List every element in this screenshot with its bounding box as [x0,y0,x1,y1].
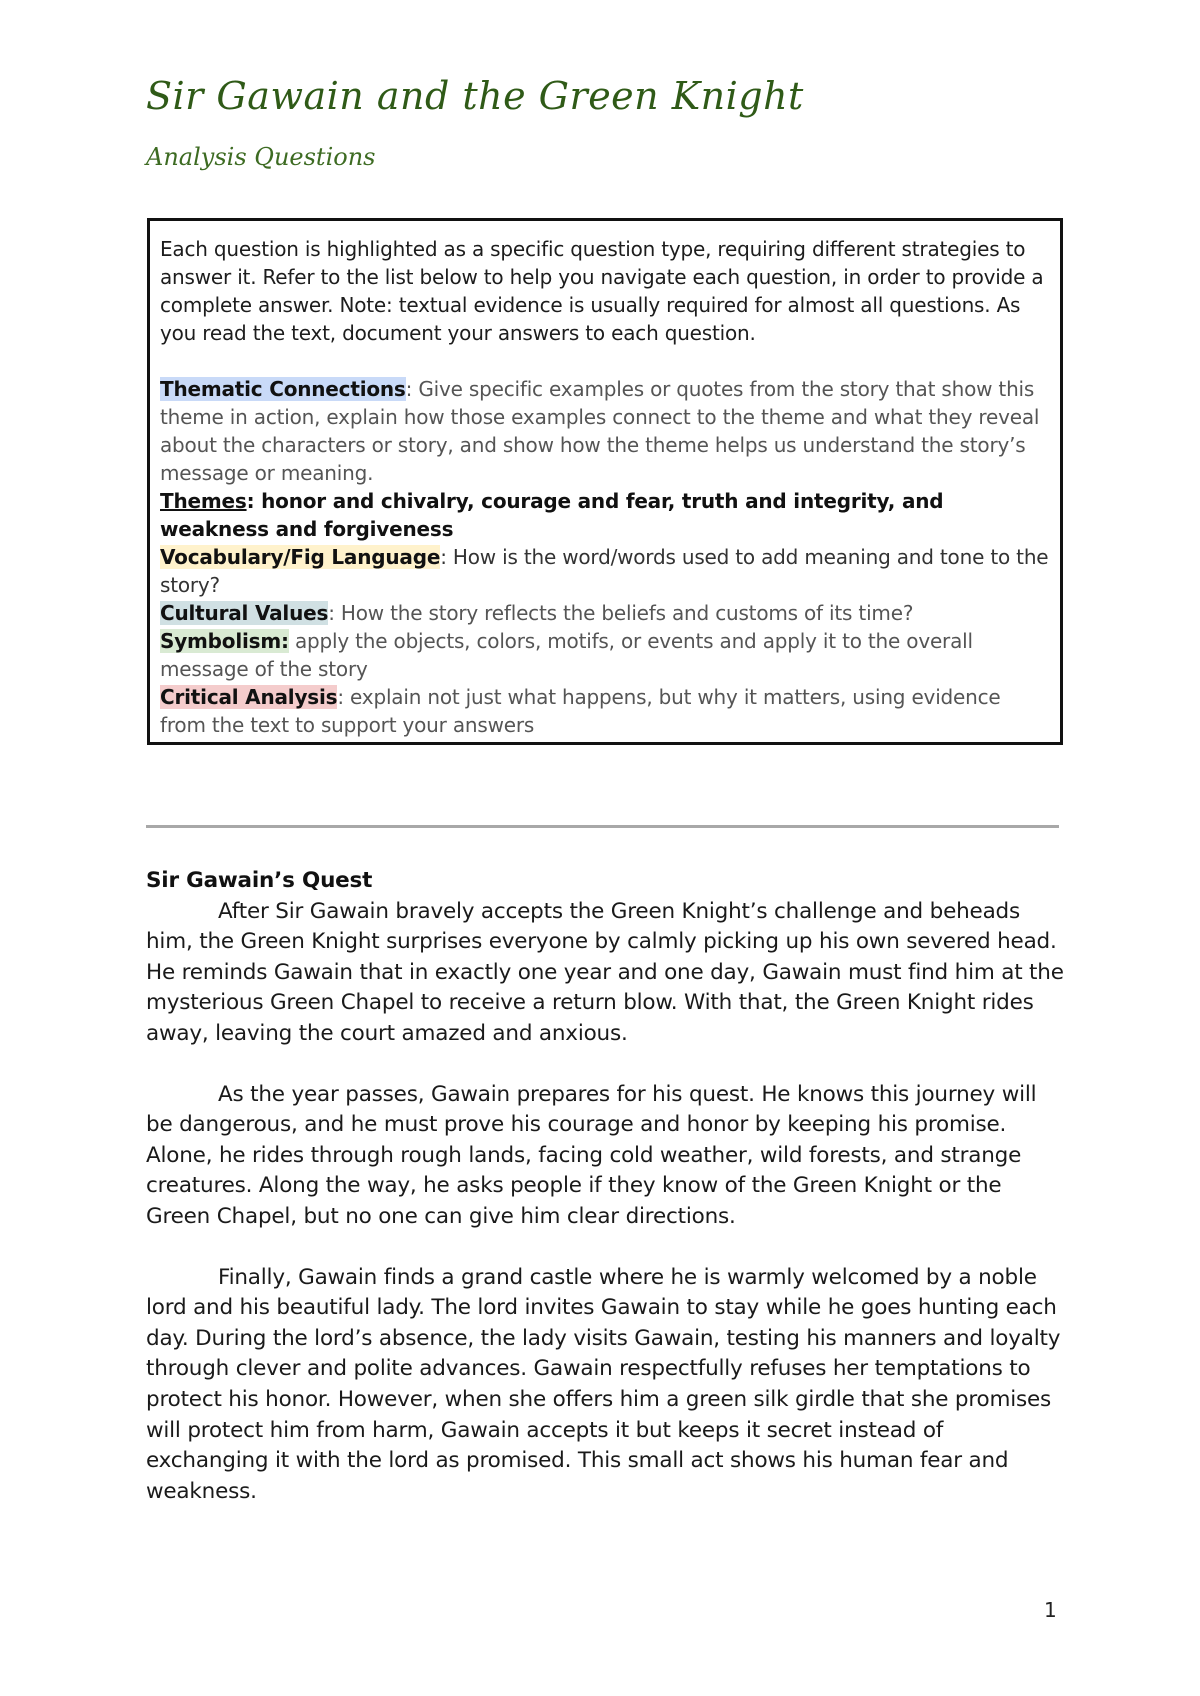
legend-themes [160,487,1050,543]
legend-label-cultural: Cultural Values [160,601,329,625]
legend-vocabulary [160,543,1050,599]
legend-critical-analysis [160,683,1050,739]
legend-text-themes: : honor and chivalry, courage and fear, truth and integrity, and weakness and forgiveness [160,489,944,541]
horizontal-divider [146,825,1059,828]
legend-label-critical: Critical Analysis [160,685,338,709]
page-subtitle: Analysis Questions [146,143,376,171]
legend-label-themes: Themes [160,489,247,513]
story-heading: Sir Gawain’s Quest [146,868,373,893]
legend-label-vocabulary: Vocabulary/Fig Language [160,545,441,569]
story-paragraph: After Sir Gawain bravely accepts the Green Knight’s challenge and beheads him, the Green Knight surprises everyone by calmly picking up his own severed head. He reminds Gawain that in exactly one year and one day, Gawain must find him at the mysterious Green Chapel to receive a return blow. With that, the Green Knight rides away, leaving the court amazed and anxious. [146,898,1064,1046]
legend-cultural-values [160,599,1050,627]
legend-label-symbolism: Symbolism: [160,629,289,653]
page-title: Sir Gawain and the Green Knight [146,74,804,118]
legend-thematic-connections [160,375,1050,487]
instructions-box [147,218,1063,745]
legend-text-symbolism: apply the objects, colors, motifs, or events and apply it to the overall message of the story [160,629,973,681]
story-paragraph: Finally, Gawain finds a grand castle where he is warmly welcomed by a noble lord and his beautiful lady. The lord invites Gawain to stay while he goes hunting each day. During the lord’s absence, the lady visits Gawain, testing his manners and loyalty through clever and polite advances. Gawain respectfully refuses her temptations to protect his honor. However, when she offers him a green silk girdle that she promises will protect him from harm, Gawain accepts it but keeps it secret instead of exchanging it with the lord as promised. This small act shows his human fear and weakness. [146,1264,1061,1504]
legend-label-thematic: Thematic Connections [160,377,406,401]
legend-text-thematic: : Give specific examples or quotes from the story that show this theme in action, explain how those examples connect to the theme and what they reveal about the characters or story, and show how the theme helps us understand the story’s message or meaning. [160,377,1040,485]
legend-text-critical: : explain not just what happens, but why it matters, using evidence from the text to support your answers [160,685,1001,737]
instructions-intro: Each question is highlighted as a specific question type, requiring different strategies to answer it. Refer to the list below to help you navigate each question, in order to provide a complete answer. Note: textual evidence is usually required for almost all questions. As you read the text, document your answers to each question. [160,237,1044,345]
story-section [146,866,1066,1537]
legend-symbolism [160,627,1050,683]
legend-text-vocabulary: : How is the word/words used to add meaning and tone to the story? [160,545,1049,597]
legend-text-cultural: : How the story reflects the beliefs and customs of its time? [328,601,914,625]
page-number: 1 [1044,1598,1057,1622]
story-paragraph: As the year passes, Gawain prepares for his quest. He knows this journey will be dangerous, and he must prove his courage and honor by keeping his promise. Alone, he rides through rough lands, facing cold weather, wild forests, and strange creatures. Along the way, he asks people if they know of the Green Knight or the Green Chapel, but no one can give him clear directions. [146,1081,1037,1229]
